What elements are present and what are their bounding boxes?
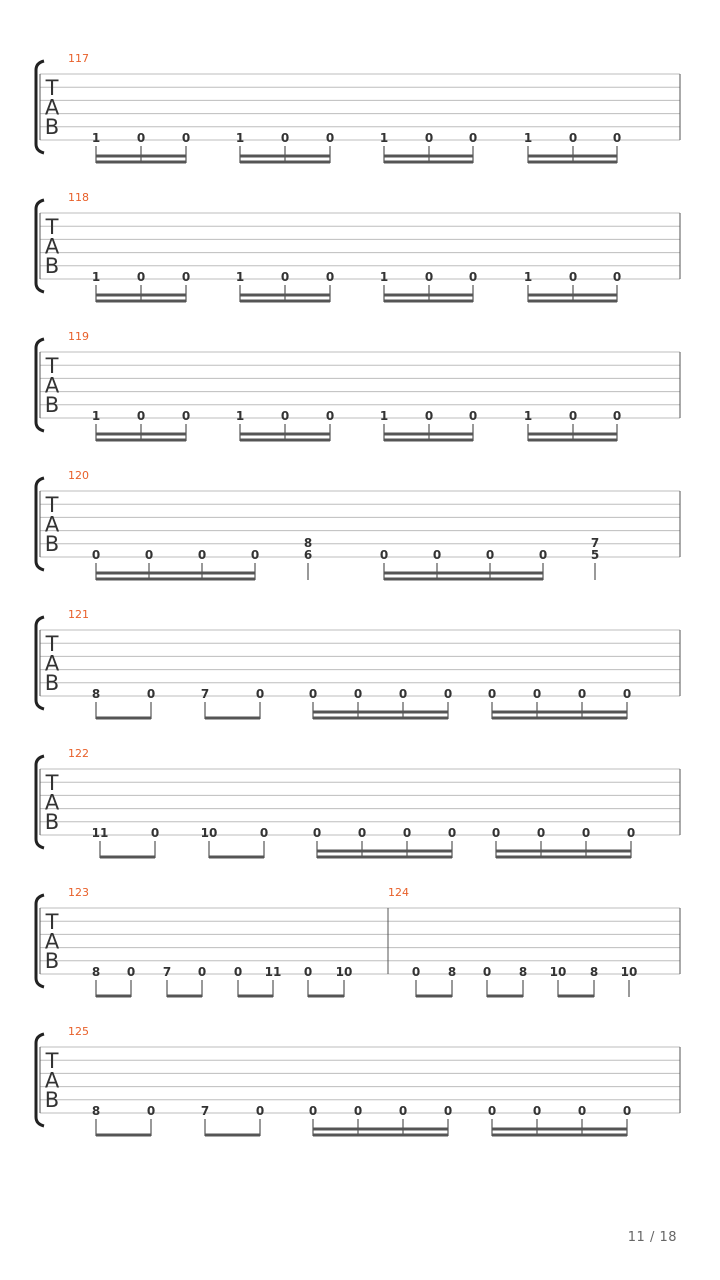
measure-number: 118 [68,191,89,204]
beat-group [92,826,160,858]
fret-number: 0 [468,409,478,423]
fret-number: 7 [200,1104,210,1118]
fret-number: 0 [532,687,542,701]
tab-system [36,330,680,441]
beat-group [236,270,334,302]
fret-number: 0 [91,548,101,562]
beat-group [92,270,190,302]
beat-group [234,965,282,997]
fret-number: 0 [250,548,260,562]
fret-number: 0 [353,687,363,701]
tab-system [36,469,680,580]
fret-number: 0 [424,131,434,145]
fret-number: 10 [549,965,567,979]
fret-number: 1 [235,270,245,284]
beat-group [236,409,334,441]
tab-clef-letter: B [44,254,60,278]
fret-number: 0 [197,548,207,562]
tab-clef-letter: B [44,810,60,834]
fret-number: 0 [411,965,421,979]
fret-number: 5 [590,548,600,562]
tab-clef-letter: B [44,671,60,695]
fret-number: 0 [280,270,290,284]
fret-number: 0 [532,1104,542,1118]
beat-group [309,687,452,719]
tab-clef-letter: T [45,76,59,100]
fret-number: 0 [303,965,313,979]
fret-number: 0 [622,687,632,701]
beat-group [380,131,477,163]
fret-number: 0 [622,1104,632,1118]
fret-number: 0 [443,1104,453,1118]
fret-number: 0 [491,826,501,840]
beat-group [92,1104,155,1136]
fret-number: 7 [162,965,172,979]
beat-group [412,965,456,997]
fret-number: 0 [432,548,442,562]
page-indicator: 11 / 18 [627,1230,677,1245]
beat-group [524,131,621,163]
measure-number: 122 [68,747,89,760]
beat-group [92,965,135,997]
fret-number: 0 [255,687,265,701]
fret-number: 0 [280,409,290,423]
fret-number: 0 [447,826,457,840]
beat-group [163,965,206,997]
fret-number: 0 [577,687,587,701]
beat-group [92,409,190,441]
measure-number: 125 [68,1025,89,1038]
fret-number: 8 [447,965,457,979]
fret-number: 0 [424,270,434,284]
fret-number: 0 [233,965,243,979]
fret-number: 0 [181,270,191,284]
beat-group [380,270,477,302]
fret-number: 8 [91,965,101,979]
fret-number: 0 [197,965,207,979]
tab-clef-letter: T [45,632,59,656]
fret-number: 0 [568,131,578,145]
beat-group [201,1104,264,1136]
fret-number: 0 [280,131,290,145]
tab-system [36,1025,680,1136]
fret-number: 0 [402,826,412,840]
fret-number: 0 [325,409,335,423]
fret-number: 0 [136,409,146,423]
beat-group [524,270,621,302]
tab-clef-letter: A [44,790,60,815]
beat-group [488,687,631,719]
fret-number: 0 [146,687,156,701]
fret-number: 8 [303,536,313,550]
fret-number: 10 [335,965,353,979]
tab-clef-letter: T [45,771,59,795]
fret-number: 0 [357,826,367,840]
fret-number: 0 [536,826,546,840]
fret-number: 1 [235,409,245,423]
fret-number: 1 [379,131,389,145]
fret-number: 1 [379,270,389,284]
fret-number: 0 [468,131,478,145]
fret-number: 7 [200,687,210,701]
fret-number: 0 [612,270,622,284]
measure-number: 117 [68,52,89,65]
fret-number: 0 [308,687,318,701]
fret-number: 0 [626,826,636,840]
tab-clef-letter: T [45,1049,59,1073]
fret-number: 1 [91,131,101,145]
fret-number: 0 [398,687,408,701]
beat-group [550,965,599,997]
fret-number: 0 [577,1104,587,1118]
tab-clef-letter: T [45,215,59,239]
fret-number: 0 [612,409,622,423]
fret-number: 0 [379,548,389,562]
measure-number: 120 [68,469,89,482]
tab-clef-letter: B [44,115,60,139]
tab-system [36,52,680,163]
tab-clef-letter: A [44,95,60,120]
measure-number: 124 [388,886,409,899]
fret-number: 0 [312,826,322,840]
fret-number: 11 [264,965,282,979]
beat-group [483,965,527,997]
fret-number: 0 [487,1104,497,1118]
fret-number: 0 [150,826,160,840]
beat-group [201,826,269,858]
beat-group [492,826,635,858]
fret-number: 0 [136,270,146,284]
beat-group [309,1104,452,1136]
fret-number: 1 [523,409,533,423]
fret-number: 0 [398,1104,408,1118]
fret-number: 0 [424,409,434,423]
beat-group [591,536,599,580]
beat-group [380,409,477,441]
beat-group [621,965,638,997]
fret-number: 6 [303,548,313,562]
fret-number: 0 [443,687,453,701]
tab-clef-letter: A [44,234,60,259]
tab-clef-letter: B [44,1088,60,1112]
beat-group [313,826,456,858]
fret-number: 0 [487,687,497,701]
tab-clef-letter: B [44,393,60,417]
fret-number: 10 [620,965,638,979]
beat-group [304,536,312,580]
fret-number: 0 [568,270,578,284]
fret-number: 0 [136,131,146,145]
tab-clef-letter: A [44,373,60,398]
fret-number: 0 [612,131,622,145]
beat-group [488,1104,631,1136]
tab-clef-letter: B [44,949,60,973]
fret-number: 0 [308,1104,318,1118]
measure-number: 123 [68,886,89,899]
fret-number: 0 [538,548,548,562]
fret-number: 0 [259,826,269,840]
fret-number: 0 [568,409,578,423]
beat-group [380,548,547,580]
fret-number: 1 [235,131,245,145]
tab-clef-letter: A [44,1068,60,1093]
beat-group [92,131,190,163]
tab-system [36,886,680,997]
fret-number: 10 [200,826,218,840]
beat-group [524,409,621,441]
fret-number: 0 [146,1104,156,1118]
tab-clef-letter: T [45,354,59,378]
beat-group [92,687,155,719]
fret-number: 0 [325,270,335,284]
tab-clef-letter: A [44,651,60,676]
fret-number: 0 [581,826,591,840]
fret-number: 11 [91,826,109,840]
fret-number: 0 [181,409,191,423]
fret-number: 0 [325,131,335,145]
measure-number: 119 [68,330,89,343]
tab-clef-letter: T [45,493,59,517]
fret-number: 0 [482,965,492,979]
fret-number: 1 [91,409,101,423]
measure-number: 121 [68,608,89,621]
fret-number: 1 [523,270,533,284]
beat-group [92,548,259,580]
fret-number: 0 [144,548,154,562]
fret-number: 1 [523,131,533,145]
fret-number: 1 [379,409,389,423]
fret-number: 8 [91,1104,101,1118]
fret-number: 8 [518,965,528,979]
fret-number: 0 [126,965,136,979]
tab-system [36,191,680,302]
tab-system [36,608,680,719]
beat-group [201,687,264,719]
tab-clef-letter: A [44,929,60,954]
fret-number: 1 [91,270,101,284]
beat-group [304,965,353,997]
tab-clef-letter: T [45,910,59,934]
fret-number: 8 [589,965,599,979]
beat-group [236,131,334,163]
fret-number: 0 [255,1104,265,1118]
fret-number: 0 [485,548,495,562]
tab-system [36,747,680,858]
fret-number: 7 [590,536,600,550]
tab-clef-letter: A [44,512,60,537]
fret-number: 0 [353,1104,363,1118]
fret-number: 8 [91,687,101,701]
fret-number: 0 [181,131,191,145]
fret-number: 0 [468,270,478,284]
tab-clef-letter: B [44,532,60,556]
